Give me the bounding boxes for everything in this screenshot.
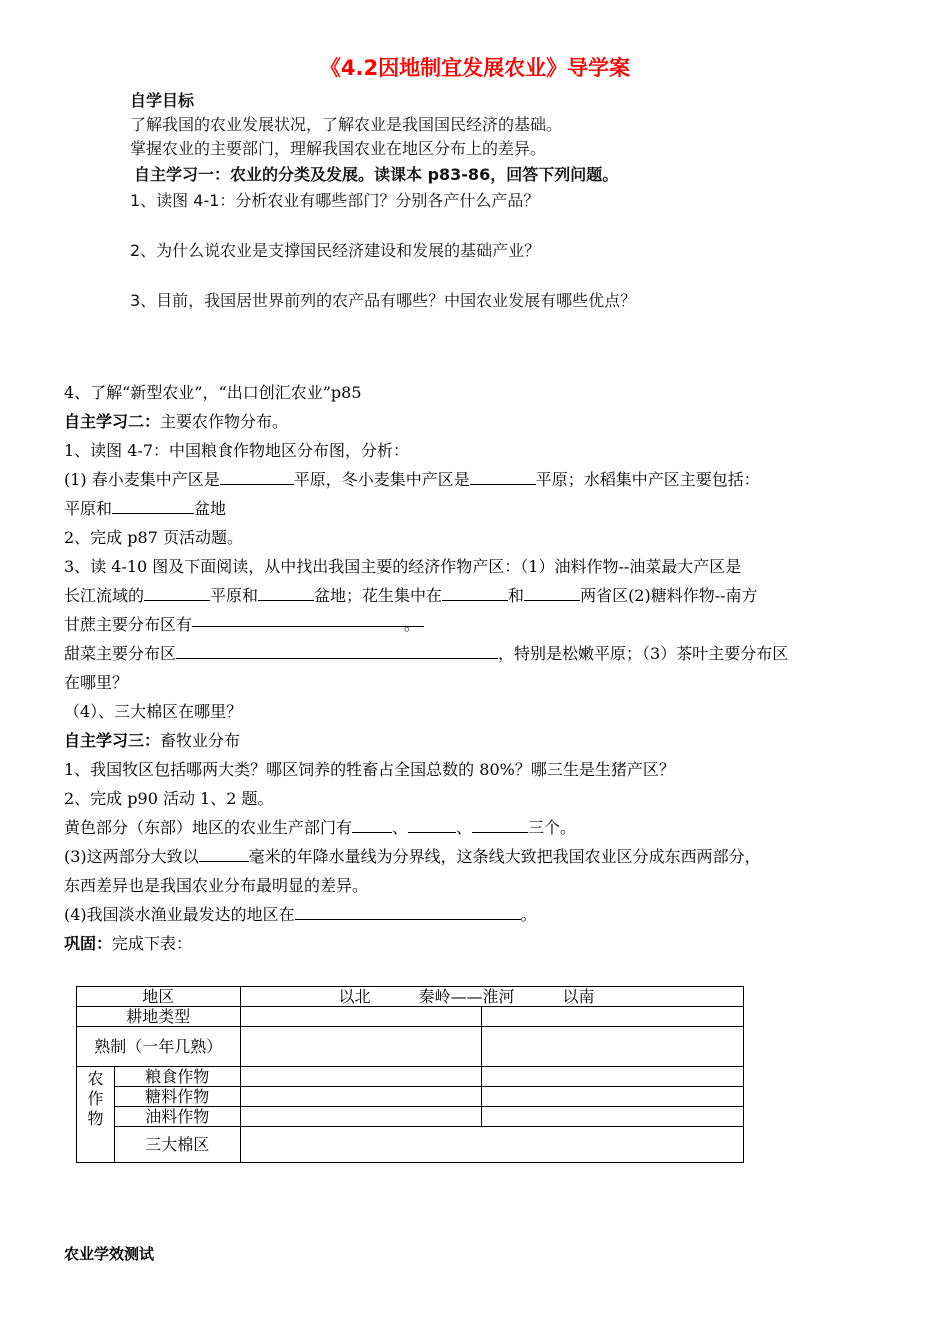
page-title: 《4.2因地制宜发展农业》导学案 [319, 56, 631, 80]
row-sugar-crops: 糖料作物 [114, 1087, 240, 1107]
line-cotton: （4）、三大棉区在哪里？ [64, 702, 243, 721]
line-oil-crops: 长江流域的 平原和 盆地；花生集中在 和 两省区(2)糖料作物--南方 [64, 586, 758, 605]
row-group-crops: 农作物 [77, 1067, 115, 1163]
line-rice: 平原和 盆地 [64, 499, 227, 518]
study-3-heading: 自主学习三：畜牧业分布 [64, 731, 241, 750]
line-precipitation: (3)这两部分大致以 毫米的年降水量线为分界线，这条线大致把我国农业区分成东西两部分， [64, 847, 761, 866]
table-cell[interactable] [482, 1087, 744, 1107]
table-cell[interactable] [482, 1067, 744, 1087]
line-east-sectors: 黄色部分（东部）地区的农业生产部门有 、 、 三个。 [64, 818, 577, 837]
line-tea: 在哪里？ [64, 673, 129, 692]
row-cotton-regions: 三大棉区 [114, 1127, 240, 1163]
line-activity-p87: 2、完成 p87 页活动题。 [64, 528, 243, 547]
table-cell[interactable] [482, 1107, 744, 1127]
line-new-agriculture: 4、了解“新型农业”，“出口创汇农业”p85 [64, 383, 362, 402]
worksheet-body [64, 378, 894, 958]
table-cell[interactable] [240, 1127, 743, 1163]
table-cell[interactable] [240, 1087, 482, 1107]
table-cell[interactable] [240, 1027, 482, 1067]
line-fishery: (4)我国淡水渔业最发达的地区在 。 [64, 905, 537, 924]
objectives-heading: 自学目标 [130, 91, 195, 110]
table-header-divide: 以北 秦岭——淮河 以南 [240, 987, 743, 1007]
line-grain-map: 1、读图 4-7：中国粮食作物地区分布图，分析： [64, 441, 410, 460]
table-cell[interactable] [482, 1007, 744, 1027]
study-1: 自主学习一：农业的分类及发展。读课本 p83-86，回答下列问题。 [134, 165, 619, 184]
table-cell[interactable] [240, 1067, 482, 1087]
study-2-heading: 自主学习二：主要农作物分布。 [64, 412, 289, 431]
line-east-west: 东西差异也是我国农业分布最明显的差异。 [64, 876, 369, 895]
consolidation-heading: 巩固：完成下表： [64, 934, 193, 953]
question-3: 3、目前，我国居世界前列的农产品有哪些？中国农业发展有哪些优点？ [130, 291, 637, 310]
line-economic-crops: 3、读 4-10 图及下面阅读，从中找出我国主要的经济作物产区：（1）油料作物--油菜最大产区是 [64, 557, 742, 576]
row-oil-crops: 油料作物 [114, 1107, 240, 1127]
table-cell[interactable] [482, 1027, 744, 1067]
question-1: 1、读图 4-1：分析农业有哪些部门？分别各产什么产品？ [130, 191, 540, 210]
row-grain-crops: 粮食作物 [114, 1067, 240, 1087]
goal-2: 掌握农业的主要部门，理解我国农业在地区分布上的差异。 [130, 139, 547, 158]
table-cell[interactable] [240, 1007, 482, 1027]
line-sugarbeet: 甜菜主要分布区 ，特别是松嫩平原；（3）茶叶主要分布区 [64, 644, 789, 663]
goal-1: 了解我国的农业发展状况，了解农业是我国国民经济的基础。 [130, 115, 563, 134]
summary-table [76, 986, 744, 1163]
line-pastoral: 1、我国牧区包括哪两大类？哪区饲养的牲畜占全国总数的 80%？哪三生是生猪产区？ [64, 760, 675, 779]
line-sugarcane: 甘蔗主要分布区有 。 [64, 610, 894, 639]
section-test-heading: 农业学效测试 [64, 1245, 155, 1263]
table-region-label: 地区 [77, 987, 241, 1007]
row-land-type: 耕地类型 [77, 1007, 241, 1027]
table-cell[interactable] [240, 1107, 482, 1127]
question-2: 2、为什么说农业是支撑国民经济建设和发展的基础产业？ [130, 241, 541, 260]
row-cropping-system: 熟制（一年几熟） [77, 1027, 241, 1067]
line-activity-p90: 2、完成 p90 活动 1、2 题。 [64, 789, 274, 808]
line-wheat: (1) 春小麦集中产区是 平原，冬小麦集中产区是 平原；水稻集中产区主要包括： [64, 470, 760, 489]
